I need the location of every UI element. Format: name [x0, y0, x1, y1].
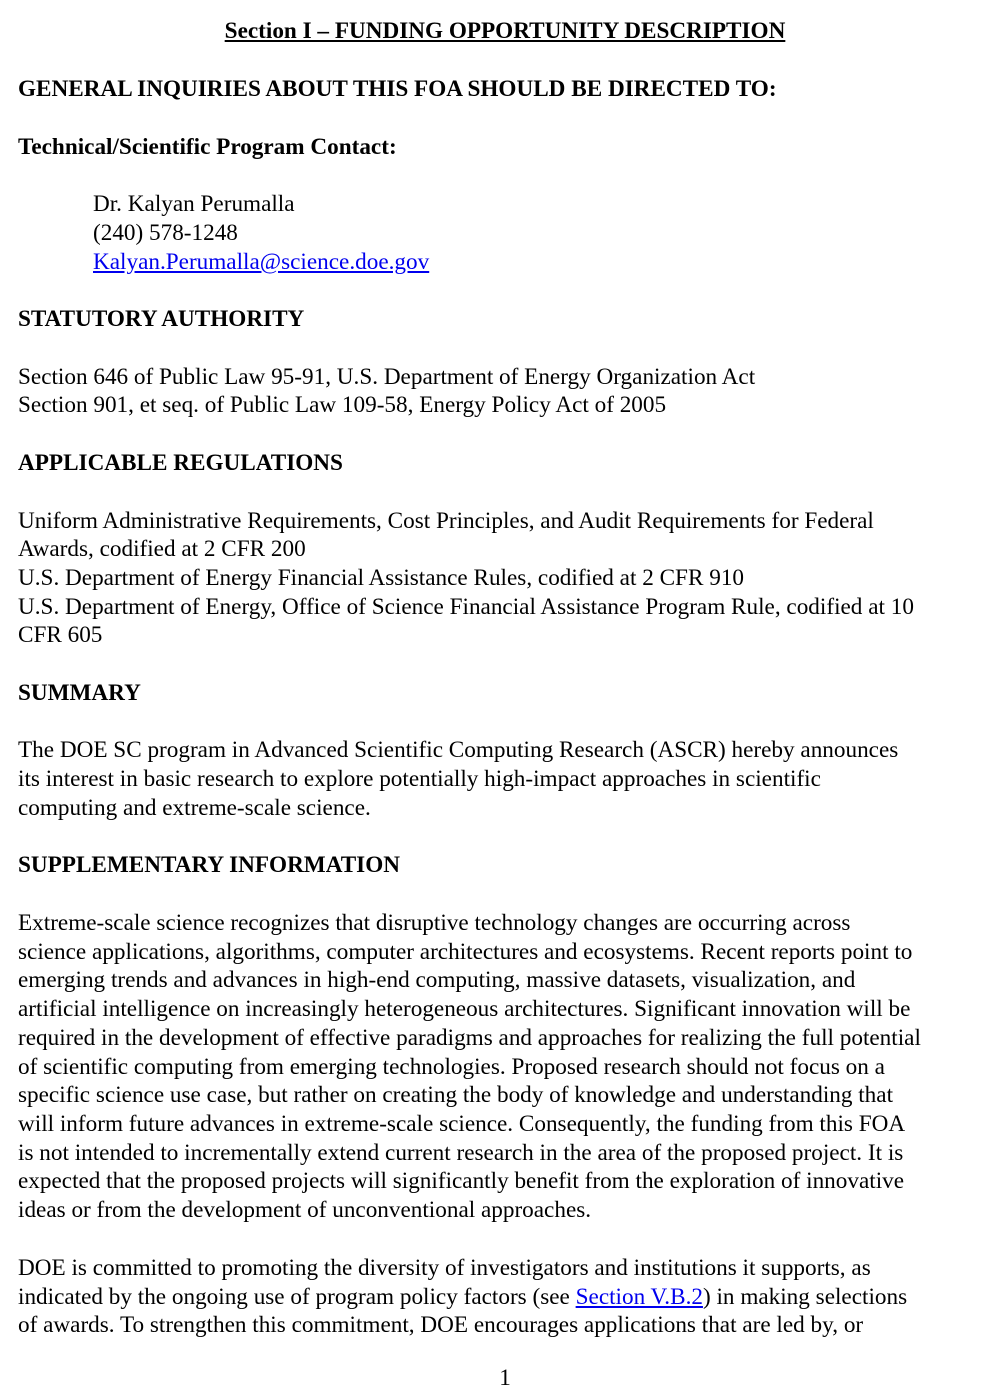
contact-name: Dr. Kalyan Perumalla [93, 191, 295, 217]
regulation-line: U.S. Department of Energy Financial Assistance Rules, codified at 2 CFR 910 [18, 565, 745, 591]
diversity-line: DOE is committed to promoting the diversity of investigators and institutions it supports, as [18, 1255, 871, 1281]
supplementary-line: ideas or from the development of unconventional approaches. [18, 1197, 592, 1223]
diversity-line: of awards. To strengthen this commitment, DOE encourages applications that are led by, or [18, 1312, 864, 1338]
regulation-line: Awards, codified at 2 CFR 200 [18, 536, 306, 562]
supplementary-line: specific science use case, but rather on creating the body of knowledge and understanding that [18, 1082, 894, 1108]
applicable-regulations-heading: APPLICABLE REGULATIONS [18, 450, 343, 476]
supplementary-line: of scientific computing from emerging technologies. Proposed research should not focus on a [18, 1054, 885, 1080]
supplementary-line: emerging trends and advances in high-end computing, massive datasets, visualization, and [18, 967, 856, 993]
statutory-authority-heading: STATUTORY AUTHORITY [18, 306, 305, 332]
supplementary-line: science applications, algorithms, computer architectures and ecosystems. Recent reports point to [18, 939, 913, 965]
statutory-line: Section 901, et seq. of Public Law 109-58, Energy Policy Act of 2005 [18, 392, 667, 418]
supplementary-line: Extreme-scale science recognizes that disruptive technology changes are occurring across [18, 910, 851, 936]
diversity-text: indicated by the ongoing use of program policy factors (see [18, 1284, 576, 1310]
supplementary-line: expected that the proposed projects will significantly benefit from the exploration of innovative [18, 1168, 905, 1194]
supplementary-line: required in the development of effective paradigms and approaches for realizing the full potential [18, 1025, 921, 1051]
regulation-line: CFR 605 [18, 622, 103, 648]
statutory-line: Section 646 of Public Law 95-91, U.S. Department of Energy Organization Act [18, 364, 756, 390]
contact-email-link[interactable]: Kalyan.Perumalla@science.doe.gov [93, 249, 430, 275]
supplementary-line: will inform future advances in extreme-scale science. Consequently, the funding from this FOA [18, 1111, 906, 1137]
summary-line: computing and extreme-scale science. [18, 795, 371, 821]
summary-line: its interest in basic research to explore potentially high-impact approaches in scientific [18, 766, 821, 792]
supplementary-line: artificial intelligence on increasingly heterogeneous architectures. Significant innovation will be [18, 996, 911, 1022]
regulation-line: Uniform Administrative Requirements, Cost Principles, and Audit Requirements for Federal [18, 508, 874, 534]
summary-heading: SUMMARY [18, 680, 141, 706]
supplementary-heading: SUPPLEMENTARY INFORMATION [18, 852, 400, 878]
diversity-line-with-link [18, 1283, 907, 1312]
contact-label: Technical/Scientific Program Contact: [18, 134, 397, 160]
regulation-line: U.S. Department of Energy, Office of Science Financial Assistance Program Rule, codified at 10 [18, 594, 914, 620]
summary-line: The DOE SC program in Advanced Scientific Computing Research (ASCR) hereby announces [18, 737, 899, 763]
supplementary-line: is not intended to incrementally extend current research in the area of the proposed project. It is [18, 1140, 904, 1166]
contact-phone: (240) 578-1248 [93, 220, 238, 246]
page-number: 1 [499, 1365, 511, 1391]
diversity-text: ) in making selections [702, 1284, 908, 1310]
section-vb2-link[interactable]: Section V.B.2 [575, 1284, 703, 1310]
section-title: Section I – FUNDING OPPORTUNITY DESCRIPTION [224, 18, 786, 44]
general-inquiries-heading: GENERAL INQUIRIES ABOUT THIS FOA SHOULD BE DIRECTED TO: [18, 76, 777, 102]
